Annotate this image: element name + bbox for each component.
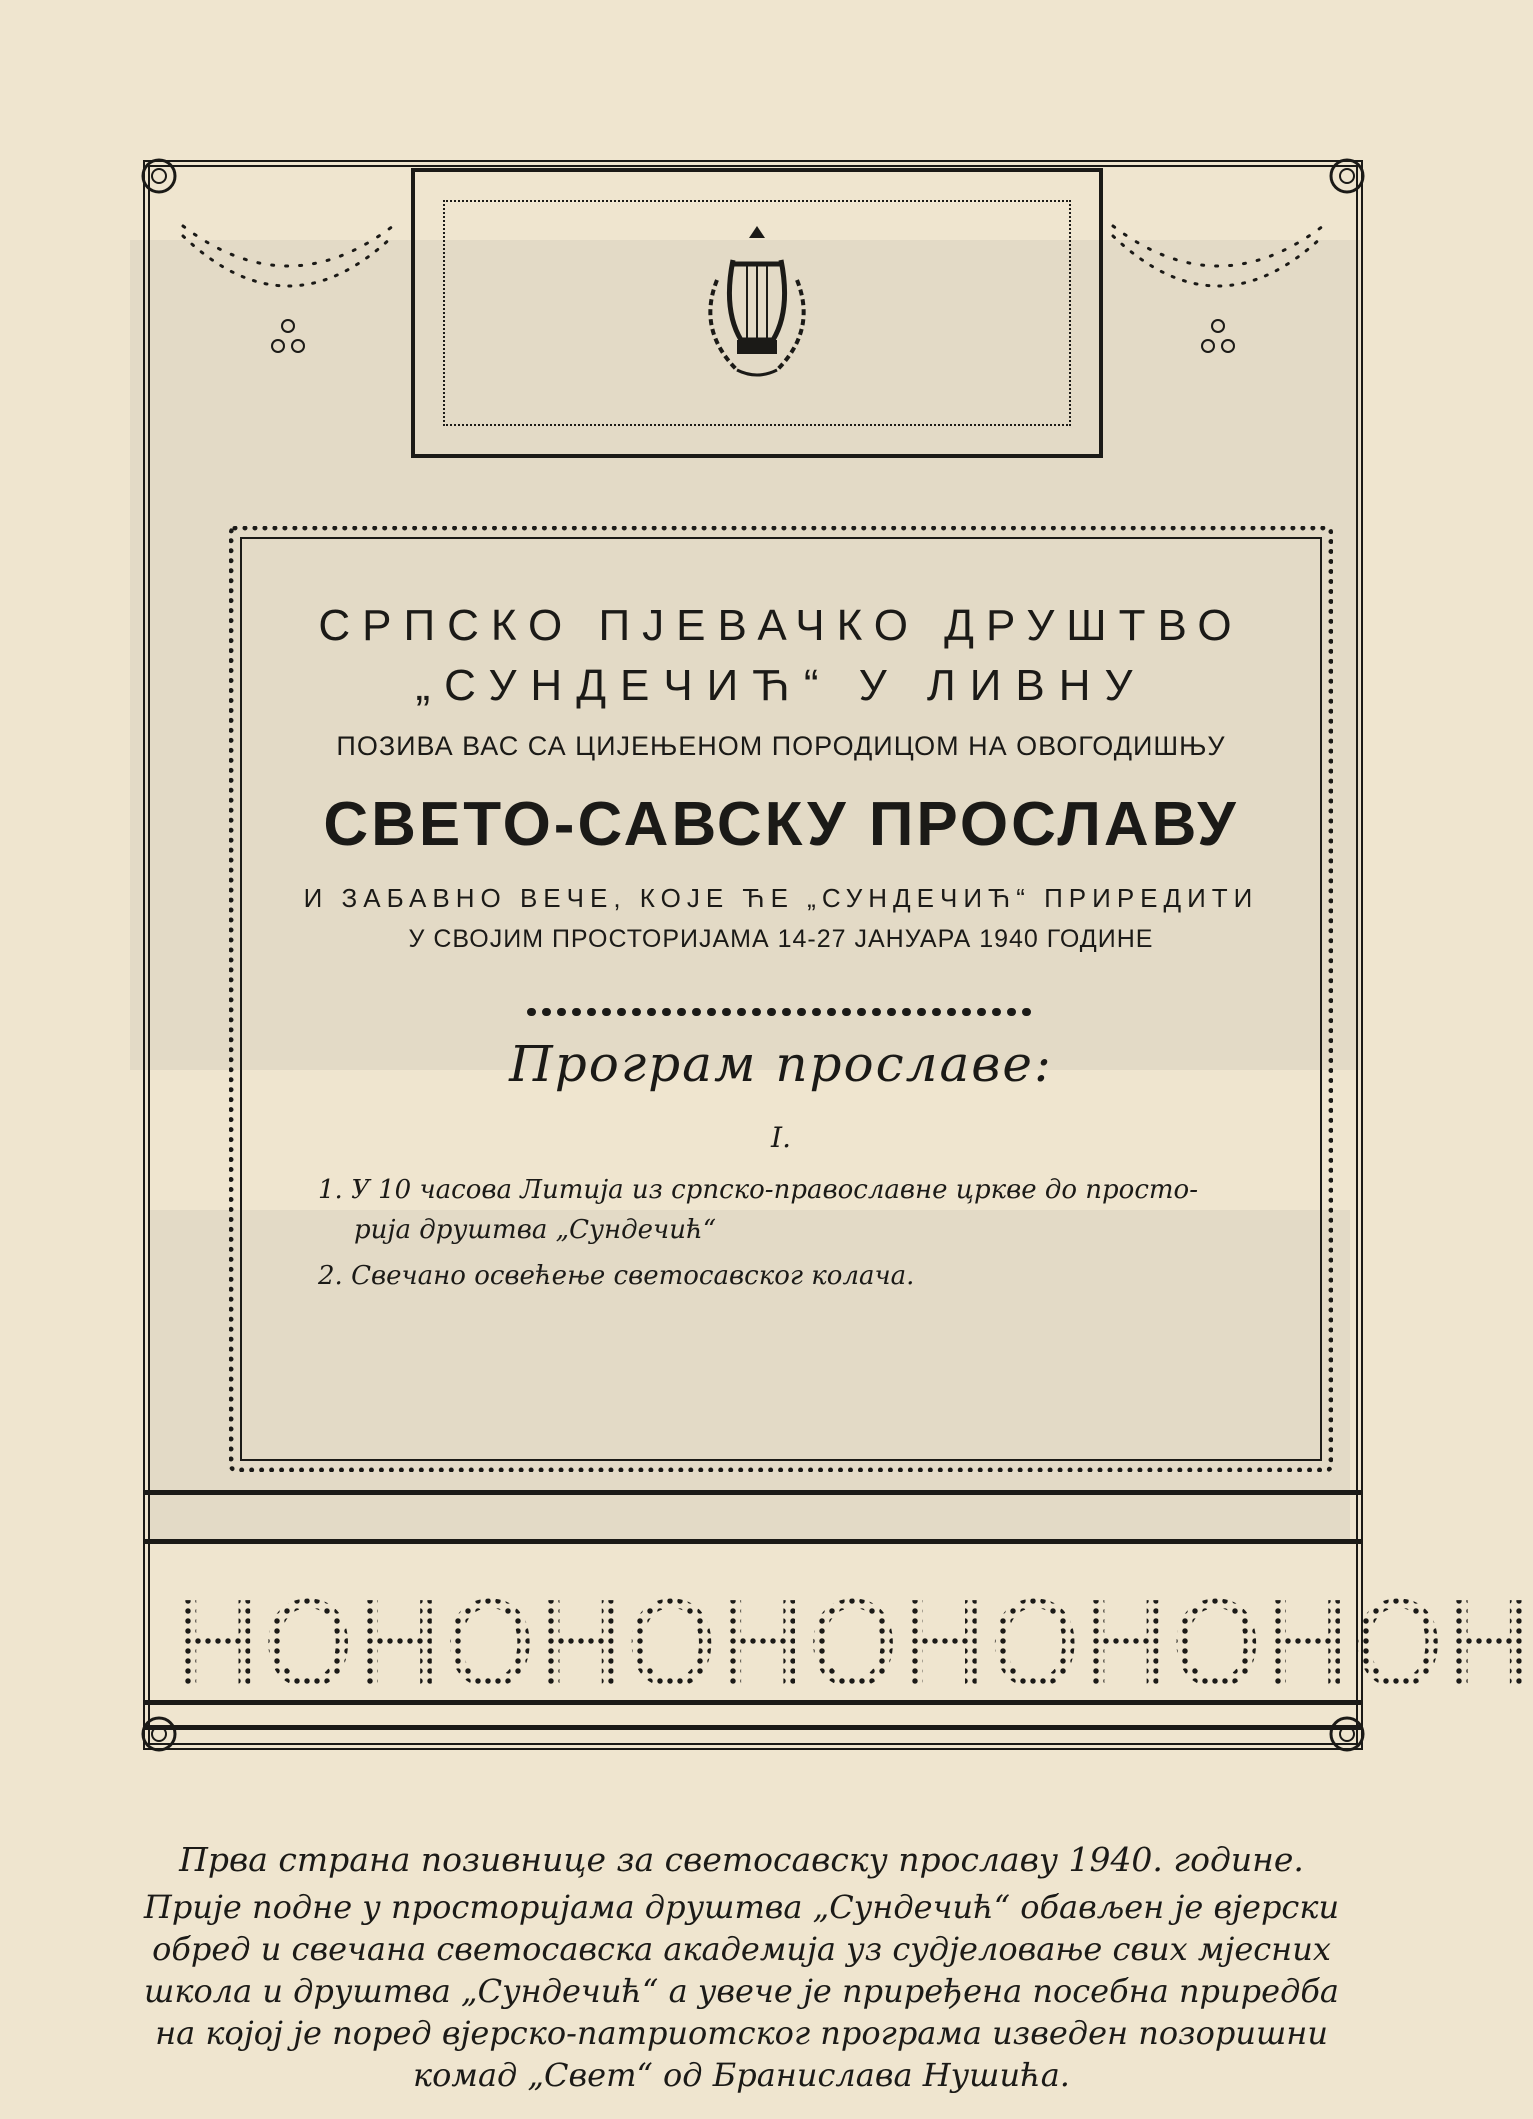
dotted-letter: H [1081, 1576, 1170, 1714]
dotted-letter: O [1351, 1576, 1445, 1714]
event-title: СВЕТО-САВСКУ ПРОСЛАВУ [323, 790, 1239, 859]
caption-title: Прва страна позивнице за светосавску прославу 1940. године. [179, 1840, 1304, 1879]
rose-ornament [139, 156, 179, 196]
dotted-letter: H [1262, 1576, 1352, 1714]
dotted-letter: O [624, 1576, 718, 1714]
dotted-letter: O [988, 1576, 1082, 1714]
invitation-line: ПОЗИВА ВАС СА ЦИЈЕЊЕНОМ ПОРОДИЦОМ НА ОВОГОДИШЊУ [336, 731, 1226, 761]
rose-ornament [1327, 156, 1367, 196]
pearl-garland-left [173, 216, 403, 366]
caption-line: Прије подне у просторијама друштва „Сундечић“ обављен је вјерски [143, 1888, 1340, 1926]
evening-line: И ЗАБАВНО ВЕЧЕ, КОЈЕ ЋЕ „СУНДЕЧИЋ“ ПРИРЕДИТИ [303, 883, 1259, 913]
lyre-emblem-icon [677, 220, 837, 390]
program-section-number: I. [771, 1121, 791, 1154]
dotted-letter-row [173, 1576, 1533, 1714]
program-item: 1. У 10 часова Литија из српско-православне цркве до просто- [318, 1175, 1198, 1205]
bottom-ornament-band [143, 1490, 1533, 1750]
invitation-card [143, 160, 1533, 1750]
program-item: 2. Свечано освећење светосавског колача. [318, 1261, 915, 1291]
pearl-garland-right [1103, 216, 1333, 366]
caption-line: комад „Свет“ од Бранислава Нушића. [413, 2056, 1070, 2094]
program-item-continuation: рија друштва „Сундечић“ [354, 1215, 716, 1245]
caption-line: на којој је поред вјерско-патриотског програма изведен позоришни [155, 2014, 1328, 2052]
dotted-letter: H [173, 1576, 262, 1714]
dotted-letter: O [443, 1576, 537, 1714]
date-line: У СВОЈИМ ПРОСТОРИЈАМА 14-27 ЈАНУАРА 1940 ГОДИНЕ [408, 925, 1154, 953]
dotted-letter: H [354, 1576, 444, 1714]
rose-band-top [143, 1490, 1363, 1544]
program-heading: Програм прославе: [509, 1035, 1053, 1093]
dotted-letter: H [536, 1576, 625, 1714]
society-name: „СУНДЕЧИЋ“ У ЛИВНУ [415, 661, 1147, 710]
caption-line: школа и друштва „Сундечић“ а увече је приређена посебна приредба [144, 1972, 1339, 2010]
dotted-letter: H [1444, 1576, 1533, 1714]
pearl-divider-ornament [521, 999, 1041, 1025]
dotted-letter: H [717, 1576, 807, 1714]
dotted-letter: O [261, 1576, 355, 1714]
lyre-panel [411, 168, 1103, 458]
dotted-letter: O [806, 1576, 900, 1714]
caption-line: обред и свечана светосавска академија уз судјеловање свих мјесних [152, 1930, 1331, 1968]
dotted-letter: H [899, 1576, 989, 1714]
society-heading: СРПСКО ПЈЕВАЧКО ДРУШТВО [318, 601, 1244, 650]
dotted-letter: O [1169, 1576, 1263, 1714]
invitation-text-box [229, 526, 1333, 1472]
